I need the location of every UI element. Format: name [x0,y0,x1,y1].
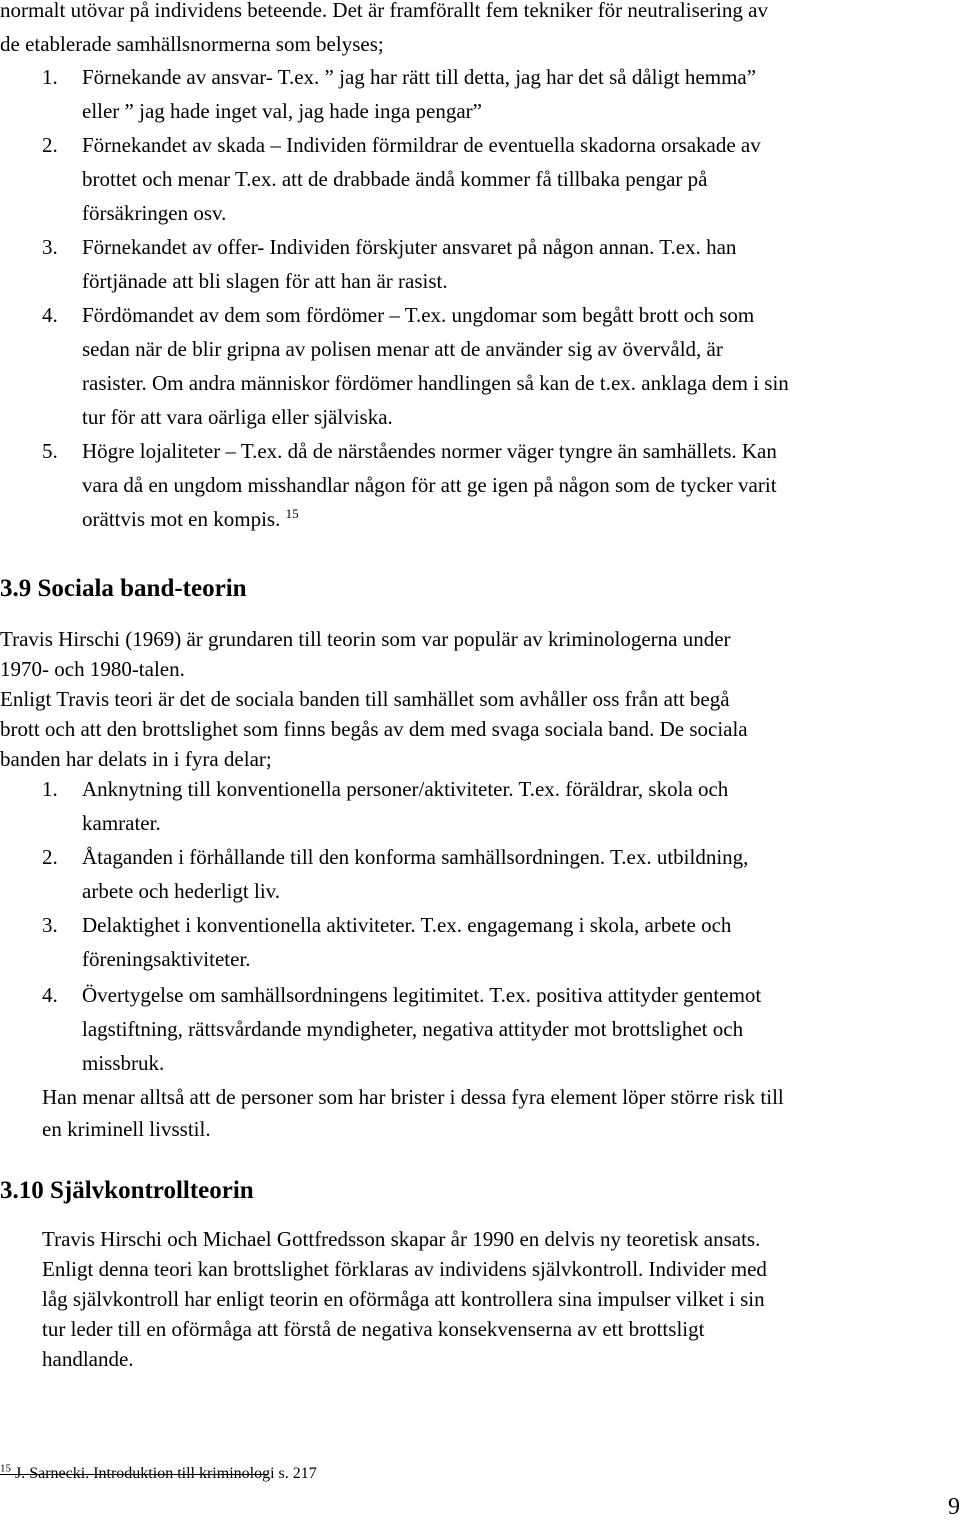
list1-item-3-line-1: Förnekandet av offer- Individen förskjuter ansvaret på någon annan. T.ex. han [82,235,737,259]
list2-item-1-number: 1. [42,777,58,801]
list1-item-2-line-3: försäkringen osv. [82,201,227,225]
intro-line-2: de etablerade samhällsnormerna som belyses; [0,32,384,56]
list2-item-4-number: 4. [42,983,58,1007]
list1-item-5-number: 5. [42,439,58,463]
section-3-10-line-1: Travis Hirschi och Michael Gottfredsson skapar år 1990 en delvis ny teoretisk ansats. [42,1227,761,1251]
list2-item-2-line-2: arbete och hederligt liv. [82,879,281,903]
section-3-9-p2-line-1: Enligt Travis teori är det de sociala banden till samhället som avhåller oss från att begå [0,687,730,711]
list1-item-2-line-2: brottet och menar T.ex. att de drabbade ändå kommer få tillbaka pengar på [82,167,708,191]
footnote-number: 15 [0,1462,11,1475]
list1-item-5-line-1: Högre lojaliteter – T.ex. då de närståendes normer väger tyngre än samhällets. Kan [82,439,777,463]
footnote-text: J. Sarnecki. Introduktion till kriminologi s. 217 [15,1465,317,1482]
section-3-10-line-5: handlande. [42,1347,134,1371]
list1-item-4-line-1: Fördömandet av dem som fördömer – T.ex. ungdomar som begått brott och som [82,303,755,327]
list1-item-4-line-2: sedan när de blir gripna av polisen menar att de använder sig av övervåld, är [82,337,723,361]
page-number: 9 [948,1494,960,1520]
list2-item-4-line-2: lagstiftning, rättsvårdande myndigheter, negativa attityder mot brottslighet och [82,1017,744,1041]
section-3-10-line-2: Enligt denna teori kan brottslighet förklaras av individens självkontroll. Individer med [42,1257,767,1281]
list1-item-4-line-4: tur för att vara oärliga eller själviska. [82,405,393,429]
list2-item-2-number: 2. [42,845,58,869]
list1-item-4-line-3: rasister. Om andra människor fördömer handlingen så kan de t.ex. anklaga dem i sin [82,371,789,395]
section-3-9-p3-line-2: en kriminell livsstil. [42,1117,211,1141]
list2-item-3-line-2: föreningsaktiviteter. [82,947,251,971]
list2-item-3-line-1: Delaktighet i konventionella aktiviteter. T.ex. engagemang i skola, arbete och [82,913,732,937]
list2-item-1-line-2: kamrater. [82,811,161,835]
section-3-10-line-3: låg självkontroll har enligt teorin en oförmåga att kontrollera sina impulser vilket i sin [42,1287,765,1311]
section-3-9-p1-line-1: Travis Hirschi (1969) är grundaren till teorin som var populär av kriminologerna under [0,627,731,651]
section-3-9-heading: 3.9 Sociala band-teorin [0,575,247,602]
list1-item-2-line-1: Förnekandet av skada – Individen förmildrar de eventuella skadorna orsakade av [82,133,761,157]
list2-item-2-line-1: Åtaganden i förhållande till den konforma samhällsordningen. T.ex. utbildning, [82,845,749,869]
list1-item-5-line-3-text: orättvis mot en kompis. [82,507,281,531]
footnote [0,1461,317,1487]
list1-item-4-number: 4. [42,303,58,327]
section-3-9-p1-line-2: 1970- och 1980-talen. [0,657,185,681]
list1-item-2-number: 2. [42,133,58,157]
list1-item-3-line-2: förtjänade att bli slagen för att han är rasist. [82,269,448,293]
list1-item-3-number: 3. [42,235,58,259]
list1-item-1-number: 1. [42,65,58,89]
section-3-9-p2-line-2: brott och att den brottslighet som finns begås av dem med svaga sociala band. De sociala [0,717,748,741]
section-3-9-p3-line-1: Han menar alltså att de personer som har brister i dessa fyra element löper större risk till [42,1085,784,1109]
intro-line-1: normalt utövar på individens beteende. Det är framförallt fem tekniker för neutralisering av [0,0,768,22]
list1-item-1-line-2: eller ” jag hade inget val, jag hade inga pengar” [82,99,482,123]
footnote-reference: 15 [285,506,299,521]
list2-item-4-line-3: missbruk. [82,1051,165,1075]
section-3-10-line-4: tur leder till en oförmåga att förstå de negativa konsekvenserna av ett brottsligt [42,1317,705,1341]
list2-item-3-number: 3. [42,913,58,937]
list2-item-4-line-1: Övertygelse om samhällsordningens legitimitet. T.ex. positiva attityder gentemot [82,983,762,1007]
list1-item-1-line-1: Förnekande av ansvar- T.ex. ” jag har rätt till detta, jag har det så dåligt hemma” [82,65,757,89]
list1-item-5-line-3 [82,502,299,536]
list1-item-5-line-2: vara då en ungdom misshandlar någon för att ge igen på någon som de tycker varit [82,473,777,497]
section-3-9-p2-line-3: banden har delats in i fyra delar; [0,747,272,771]
list2-item-1-line-1: Anknytning till konventionella personer/aktiviteter. T.ex. föräldrar, skola och [82,777,729,801]
section-3-10-heading: 3.10 Självkontrollteorin [0,1177,254,1204]
